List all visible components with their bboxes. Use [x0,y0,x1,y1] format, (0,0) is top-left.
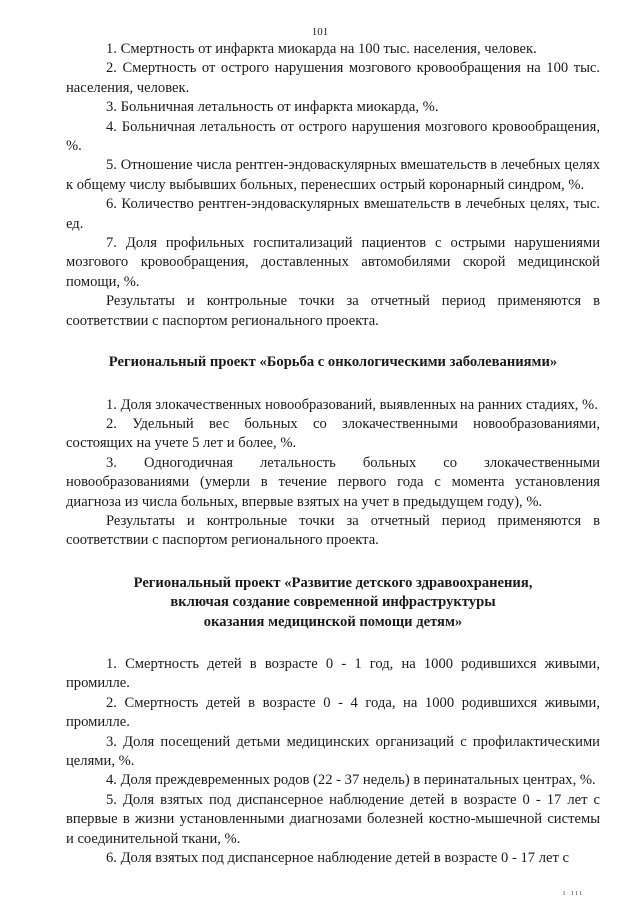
heading-line: оказания медицинской помощи детям» [203,613,463,630]
list-item: 5. Доля взятых под диспансерное наблюдение детей в возрасте 0 - 17 лет с впервые в жизни установленными диагнозами болезней костно-мышечной системы и соединительной ткани, %. [66,791,600,847]
section-heading-oncology: Региональный проект «Борьба с онкологическими заболеваниями» [108,354,558,371]
section-heading-children-health [66,574,600,632]
list-item: 3. Одногодичная летальность больных со злокачественными новообразованиями (умерли в течение первого года с момента установления диагноза из числа больных, впервые взятых на учет в предыдущем году), %. [66,454,600,510]
list-item: 3. Больничная летальность от инфаркта миокарда, %. [106,99,439,116]
list-item: 3. Доля посещений детьми медицинских организаций с профилактическими целями, %. [66,733,600,769]
page-number: 101 [311,26,329,38]
list-item: 1. Смертность от инфаркта миокарда на 100 тыс. населения, человек. [106,41,537,57]
footer-mark: ı ııı [563,888,584,897]
heading-line: Региональный проект «Развитие детского здравоохранения, [133,574,533,591]
list-item: 4. Больничная летальность от острого нарушения мозгового кровообращения, %. [66,118,600,155]
results-note: Результаты и контрольные точки за отчетный период применяются в соответствии с паспортом регионального проекта. [66,512,600,549]
heading-line: включая создание современной инфраструктуры [170,594,496,611]
list-item: 7. Доля профильных госпитализаций пациентов с острыми нарушениями мозгового кровообращения, доставленных автомобилями скорой медицинской помощи, %. [66,235,600,290]
list-item: 4. Доля преждевременных родов (22 - 37 недель) в перинатальных центрах, %. [106,772,596,789]
list-item: 1. Смертность детей в возрасте 0 - 1 год, на 1000 родившихся живыми, промилле. [66,655,600,692]
list-item: 1. Доля злокачественных новообразований, выявленных на ранних стадиях, %. [106,396,598,413]
section-children-indicators [66,655,600,868]
section-oncology-indicators [66,396,600,551]
document-body [66,40,600,868]
results-note: Результаты и контрольные точки за отчетный период применяются в соответствии с паспортом регионального проекта. [66,293,600,329]
list-item: 6. Доля взятых под диспансерное наблюдение детей в возрасте 0 - 17 лет с [106,850,569,867]
list-item: 5. Отношение числа рентген-эндоваскулярных вмешательств в лечебных целях к общему числу выбывших больных, перенесших острый коронарный синдром, %. [66,157,600,193]
list-item: 6. Количество рентген-эндоваскулярных вмешательств в лечебных целях, тыс. ед. [66,196,600,232]
list-item: 2. Смертность детей в возрасте 0 - 4 года, на 1000 родившихся живыми, промилле. [66,694,600,731]
list-item: 2. Удельный вес больных со злокачественными новообразованиями, состоящих на учете 5 лет и более, %. [66,415,600,452]
section-cardio-indicators [66,40,600,331]
list-item: 2. Смертность от острого нарушения мозгового кровообращения на 100 тыс. населения, человек. [66,60,600,96]
